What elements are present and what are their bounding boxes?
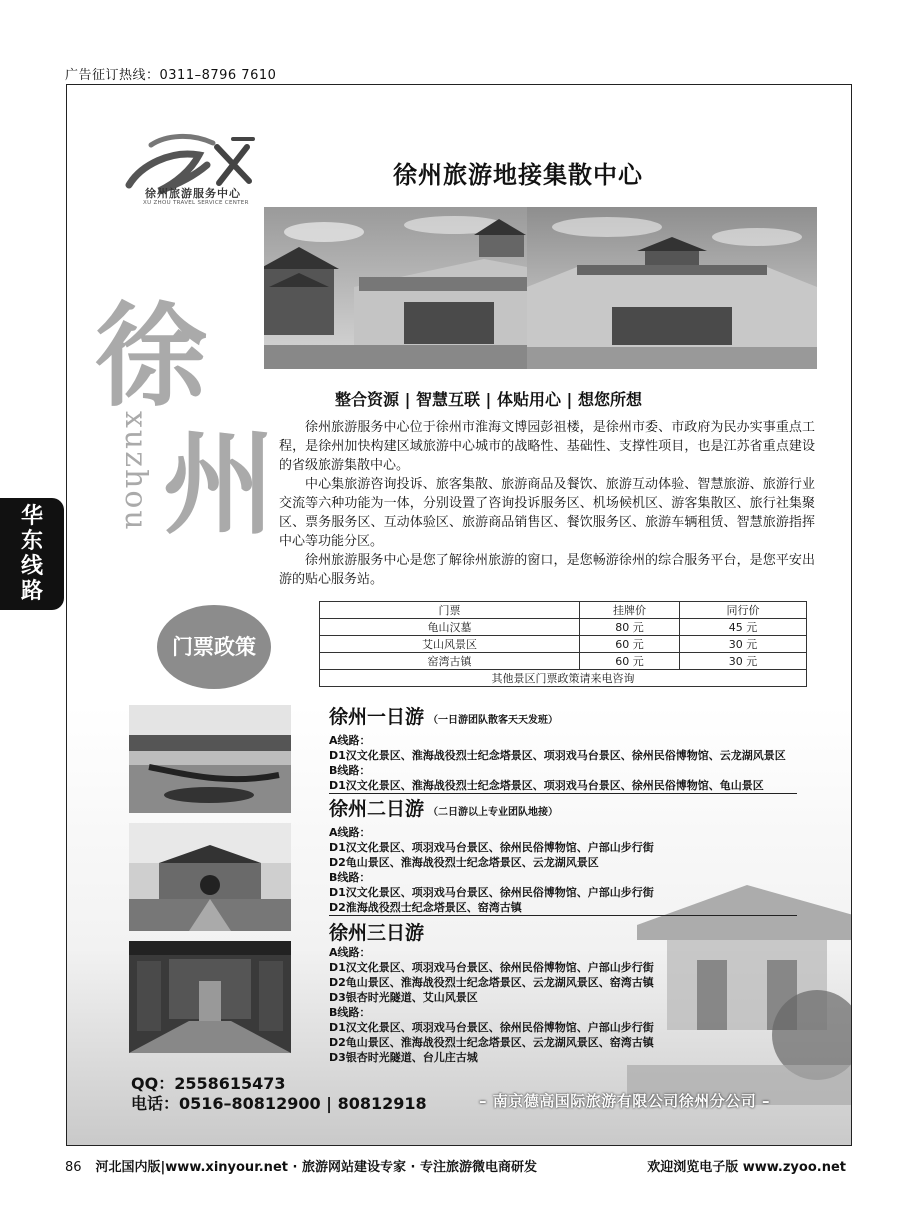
column-header: 挂牌价 [580,602,680,619]
side-tab-char: 路 [20,579,43,604]
side-tab-east-china-routes [0,498,64,610]
intro-paragraph: 中心集旅游咨询投诉、旅客集散、旅游商品及餐饮、旅游互动体验、智慧旅游、旅游行业交流等六种功能为一体，分别设置了咨询投诉服务区、机场候机区、游客集散区、旅行社集聚区、票务服务区、互动体验区、旅游商品销售区、餐饮服务区、旅游车辆租赁、智慧旅游指挥中心等功能分区。 [279,477,815,549]
tour-line: D1汉文化景区、淮海战役烈士纪念塔景区、项羽戏马台景区、徐州民俗博物馆、云龙湖风景区 [329,749,786,762]
tour-title-text: 徐州三日游 [329,922,425,944]
ticket-policy-badge: 门票政策 [157,605,271,689]
big-character-xu: 徐 [95,291,207,422]
divider [329,793,797,794]
tour-line: B线路： [329,764,371,777]
big-character-zhou: 州 [163,419,275,550]
hotline: 广告征订热线：0311–8796 7610 [65,68,277,83]
page-frame [66,84,852,1146]
tour-line: A线路： [329,946,371,959]
pinyin-xuzhou: xuzhou [118,411,153,532]
tour-line: D1汉文化景区、项羽戏马台景区、徐州民俗博物馆、户部山步行街 [329,886,654,899]
tour-line: D2龟山景区、淮海战役烈士纪念塔景区、云龙湖风景区、窑湾古镇 [329,1036,654,1049]
column-header: 同行价 [680,602,807,619]
tour-three-day [329,921,829,1065]
scenic-photo-sculpture [129,705,291,813]
tour-title [329,705,829,733]
tour-title [329,921,829,945]
table-row [320,619,807,636]
tour-line: D1汉文化景区、项羽戏马台景区、徐州民俗博物馆、户部山步行街 [329,841,654,854]
tour-line: D3银杏时光隧道、台儿庄古城 [329,1051,478,1064]
building-photo-left [264,207,527,369]
tour-two-day [329,797,829,915]
tour-line: D1汉文化景区、淮海战役烈士纪念塔景区、项羽戏马台景区、徐州民俗博物馆、龟山景区 [329,779,764,792]
table-cell: 30 元 [680,636,807,653]
tour-line: B线路： [329,1006,371,1019]
tour-title-text: 徐州二日游 [329,798,425,820]
tour-line: A线路： [329,734,371,747]
tour-line: D2龟山景区、淮海战役烈士纪念塔景区、云龙湖风景区 [329,856,599,869]
logo-name: 徐州旅游服务中心 [145,187,241,200]
table-header-row [320,602,807,619]
company-name: – 南京德高国际旅游有限公司徐州分公司 – [479,1092,770,1110]
tour-note: （二日游以上专业团队地接） [428,807,559,818]
side-tab-char: 华 [20,504,43,529]
table-cell: 60 元 [580,636,680,653]
tour-line: D1汉文化景区、项羽戏马台景区、徐州民俗博物馆、户部山步行街 [329,1021,654,1034]
footer-left-text: 河北国内版|www.xinyour.net · 旅游网站建设专家 · 专注旅游微电商研发 [95,1160,537,1175]
tour-note: （一日游团队散客天天发班） [428,715,559,726]
scenic-photo-courtyard [129,941,291,1053]
table-cell: 80 元 [580,619,680,636]
page-title: 徐州旅游地接集散中心 [393,161,643,189]
slogan: 整合资源 | 智慧互联 | 体贴用心 | 想您所想 [335,390,642,409]
scenic-photo-gate [129,823,291,931]
tour-line: D1汉文化景区、项羽戏马台景区、徐州民俗博物馆、户部山步行街 [329,961,654,974]
table-footer-row [320,670,807,687]
side-tab-char: 东 [20,529,43,554]
contact-qq: QQ：2558615473 [131,1074,286,1093]
footer-right: 欢迎浏览电子版 www.zyoo.net [647,1160,846,1175]
tour-line: A线路： [329,826,371,839]
divider [329,915,797,916]
contact-phone: 电话：0516–80812900 | 80812918 [131,1094,427,1113]
intro-text [279,418,815,589]
building-photo-right [527,207,817,369]
footer-left [65,1156,537,1175]
table-cell: 60 元 [580,653,680,670]
tour-line: D2龟山景区、淮海战役烈士纪念塔景区、云龙湖风景区、窑湾古镇 [329,976,654,989]
table-cell: 窑湾古镇 [320,653,580,670]
tour-line: D3银杏时光隧道、艾山风景区 [329,991,478,1004]
page-number: 86 [65,1160,82,1175]
column-header: 门票 [320,602,580,619]
tour-line: B线路： [329,871,371,884]
tour-one-day [329,705,829,793]
tour-line: D2淮海战役烈士纪念塔景区、窑湾古镇 [329,901,522,914]
table-row [320,653,807,670]
table-cell: 30 元 [680,653,807,670]
table-cell: 45 元 [680,619,807,636]
intro-paragraph: 徐州旅游服务中心位于徐州市淮海文博园彭祖楼，是徐州市委、市政府为民办实事重点工程，是徐州加快构建区域旅游中心城市的战略性、基础性、支撑性项目，也是江苏省重点建设的省级旅游集散中心。 [279,420,815,473]
table-cell: 艾山风景区 [320,636,580,653]
table-footer-note: 其他景区门票政策请来电咨询 [320,670,807,687]
side-tab-char: 线 [20,554,43,579]
ticket-table [319,601,807,687]
tour-title-text: 徐州一日游 [329,706,425,728]
intro-paragraph: 徐州旅游服务中心是您了解徐州旅游的窗口，是您畅游徐州的综合服务平台，是您平安出游的贴心服务站。 [279,553,815,587]
table-cell: 龟山汉墓 [320,619,580,636]
logo-english: XU ZHOU TRAVEL SERVICE CENTER [143,200,249,206]
tour-title [329,797,829,825]
table-row [320,636,807,653]
